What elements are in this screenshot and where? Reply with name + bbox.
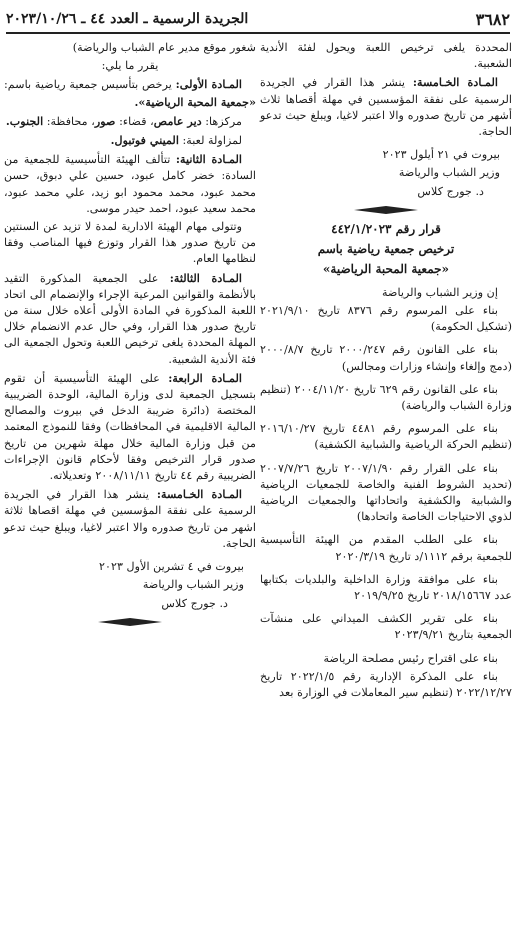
- article-text: ينشر هذا القرار في الجريدة الرسمية على نفقة المؤسسين في مهلة أقصاها ثلاث أشهر من تاريخ صدوره والا اعتبر لاغيا، ويبلغ حيث تدعو الحاجة.: [260, 76, 512, 139]
- header-rule: [6, 32, 510, 34]
- signature-minister: وزير الشباب والرياضة: [398, 166, 500, 180]
- section-divider: [260, 203, 512, 217]
- paragraph-continuation: شغور موقع مدير عام الشباب والرياضة): [72, 41, 256, 54]
- signature-name: د. جورج كلاس: [417, 184, 484, 198]
- article-one: [4, 76, 256, 110]
- article-text: ينشر هذا القرار في الجريدة الرسمية على نفقة المؤسسين في مهلة اقصاها ثلاثة اشهر من تاريخ صدوره والا اعتبر لاغيا، ويبلغ حيث تدعو الحاجة.: [4, 488, 256, 550]
- article-five-right: [260, 74, 512, 140]
- decision-number: قرار رقم ٤٤٢/١/٢٠٢٣: [331, 221, 441, 236]
- article-four: [4, 370, 256, 484]
- article-text: يرخص بتأسيس جمعية رياضية باسم:: [4, 78, 176, 92]
- recital-item: بناء على موافقة وزارة الداخلية والبلديات بكتابها عدد ٢٠١٨/١٥٦٦٧ تاريخ ٢٠١٩/٩/٢٥: [260, 572, 512, 603]
- recital-item: بناء على اقتراح رئيس مصلحة الرياضة: [323, 651, 498, 665]
- article-two: [4, 151, 256, 217]
- signature-date: بيروت في ٤ تشرين الأول ٢٠٢٣: [98, 560, 244, 574]
- page-header: [6, 8, 510, 30]
- paragraph-continuation: المحددة يلغى ترخيص اللعبة ويحول لفئة الأندية الشعبية.: [260, 41, 512, 71]
- association-name: «جمعية المحبة الرياضية».: [134, 94, 256, 109]
- recital-item: بناء على المرسوم رقم ٤٤٨١ تاريخ ٢٠١٦/١٠/٢٧ (تنظيم الحركة الرياضية والشبابية الكشفية): [260, 422, 512, 452]
- decision-title: ترخيص جمعية رياضية باسم: [317, 241, 455, 256]
- columns: [4, 40, 512, 928]
- signature-date: بيروت في ٢١ أيلول ٢٠٢٣: [382, 148, 500, 162]
- gazette-issue-title: الجريدة الرسمية ـ العدد ٤٤ ـ ٢٠٢٣/١٠/٢٦: [6, 11, 249, 27]
- article-text: على الهيئة التأسيسية أن تقوم بتسجيل الجمعية لدى وزارة المالية، الوحدة الضريبية المختصة (دائرة ضريبة الدخل في بيروت والمصالح المالية الاقليمية في المحافظات) وفقا للنموذج المعتمد من قبل وزارة المالية خلال مهلة شهرين من تاريخ صدور قرار الترخيص وفقا لأحكام قانون الإجراءات الضريبية رقم ٤٤ تاريخ ٢٠٠٨/١١/١١ وتعديلاته.: [4, 371, 256, 483]
- article-two-continuation: وتتولى مهام الهيئة الادارية لمدة لا تزيد عن السنتين من تاريخ صدور هذا القرار وتوزع فيها المناصب وفقا لنظامها العام.: [4, 220, 256, 266]
- recital-item: بناء على المرسوم رقم ٨٣٧٦ تاريخ ٢٠٢١/٩/١٠ (تشكيل الحكومة): [260, 304, 512, 334]
- right-column: [260, 40, 512, 928]
- section-divider: [4, 615, 256, 629]
- page-number: ٣٦٨٢: [475, 9, 510, 29]
- recital-item: بناء على تقرير الكشف الميداني على منشآت الجمعية بتاريخ ٢٠٢٣/٩/٢١: [260, 612, 512, 642]
- recital-item: بناء على القرار رقم ٢٠٠٧/١/٩٠ تاريخ ٢٠٠٧/٧/٢٦ (تحديد الشروط الفنية والخاصة للجمعيات الرياضية والشبابية والكشفية واتحاداتها والجمعيات الرياضية لذوي الاحتياجات الخاصة واتحادها): [260, 461, 512, 524]
- recital-item: بناء على القانون رقم ٢٠٠٠/٢٤٧ تاريخ ٢٠٠٠/٨/٧ (دمج وإلغاء وإنشاء وزارات ومجالس): [260, 343, 512, 373]
- left-column: [4, 40, 256, 928]
- article-text: على الجمعية المذكورة التقيد بالأنظمة والقوانين المرعية الإجراء والإنضمام الى اتحاد اللعبة المذكورة في المادة الأولى أعلاه خلال سنة من تاريخ صدور هذا القرار، وفي حال عدم الانضمام خلال المهلة المحددة يلغى ترخيص اللعبة وتحول الجمعية الى فئة الأندية الشعبية.: [4, 271, 256, 366]
- article-three: [4, 270, 256, 368]
- preamble-intro: إن وزير الشباب والرياضة: [381, 285, 498, 299]
- recital-item: بناء على القانون رقم ٦٢٩ تاريخ ٢٠٠٤/١١/٢٠ (تنظيم وزارة الشباب والرياضة): [260, 382, 512, 413]
- article-label: المـادة الثانية:: [175, 152, 242, 167]
- article-text: تتألف الهيئة التأسيسية للجمعية من السادة: خضر كامل عبود، حسين علي دبوق، حسن محمد عبود، محمد محمود ابو زيد، علي محمد عبود، محمد سعيد عبود، احمد حيدر موسى.: [4, 153, 256, 215]
- article-label: المـادة الخـامسة:: [156, 487, 242, 502]
- signature-minister: وزير الشباب والرياضة: [142, 578, 244, 592]
- recital-item: بناء على الطلب المقدم من الهيئة التأسيسية للجمعية برقم ١١١٢/د تاريخ ٢٠٢٠/٣/١٩: [260, 533, 512, 563]
- decides-heading: يقرر ما يلي:: [101, 59, 159, 73]
- decision-association-name: «جمعية المحبة الرياضية»: [322, 261, 450, 276]
- signature-name: د. جورج كلاس: [161, 596, 228, 610]
- recital-item: بناء على المذكرة الإدارية رقم ٢٠٢٢/١/٥ تاريخ ٢٠٢٢/١٢/٢٧ (تنظيم سير المعاملات في الوزارة بعد: [260, 669, 512, 700]
- article-label: المـادة الأولى:: [175, 77, 242, 92]
- article-label: المـادة الخـامسة:: [412, 75, 498, 90]
- game-line: لمزاولة لعبة: الميني فوتبول.: [110, 133, 242, 148]
- headquarters-line: مركزها: دير عامص، قضاء: صور، محافظة: الجنوب.: [5, 113, 242, 128]
- article-label: المـادة الرابعة:: [168, 370, 242, 385]
- article-five-left: [4, 486, 256, 552]
- article-label: المـادة الثالثة:: [169, 270, 242, 285]
